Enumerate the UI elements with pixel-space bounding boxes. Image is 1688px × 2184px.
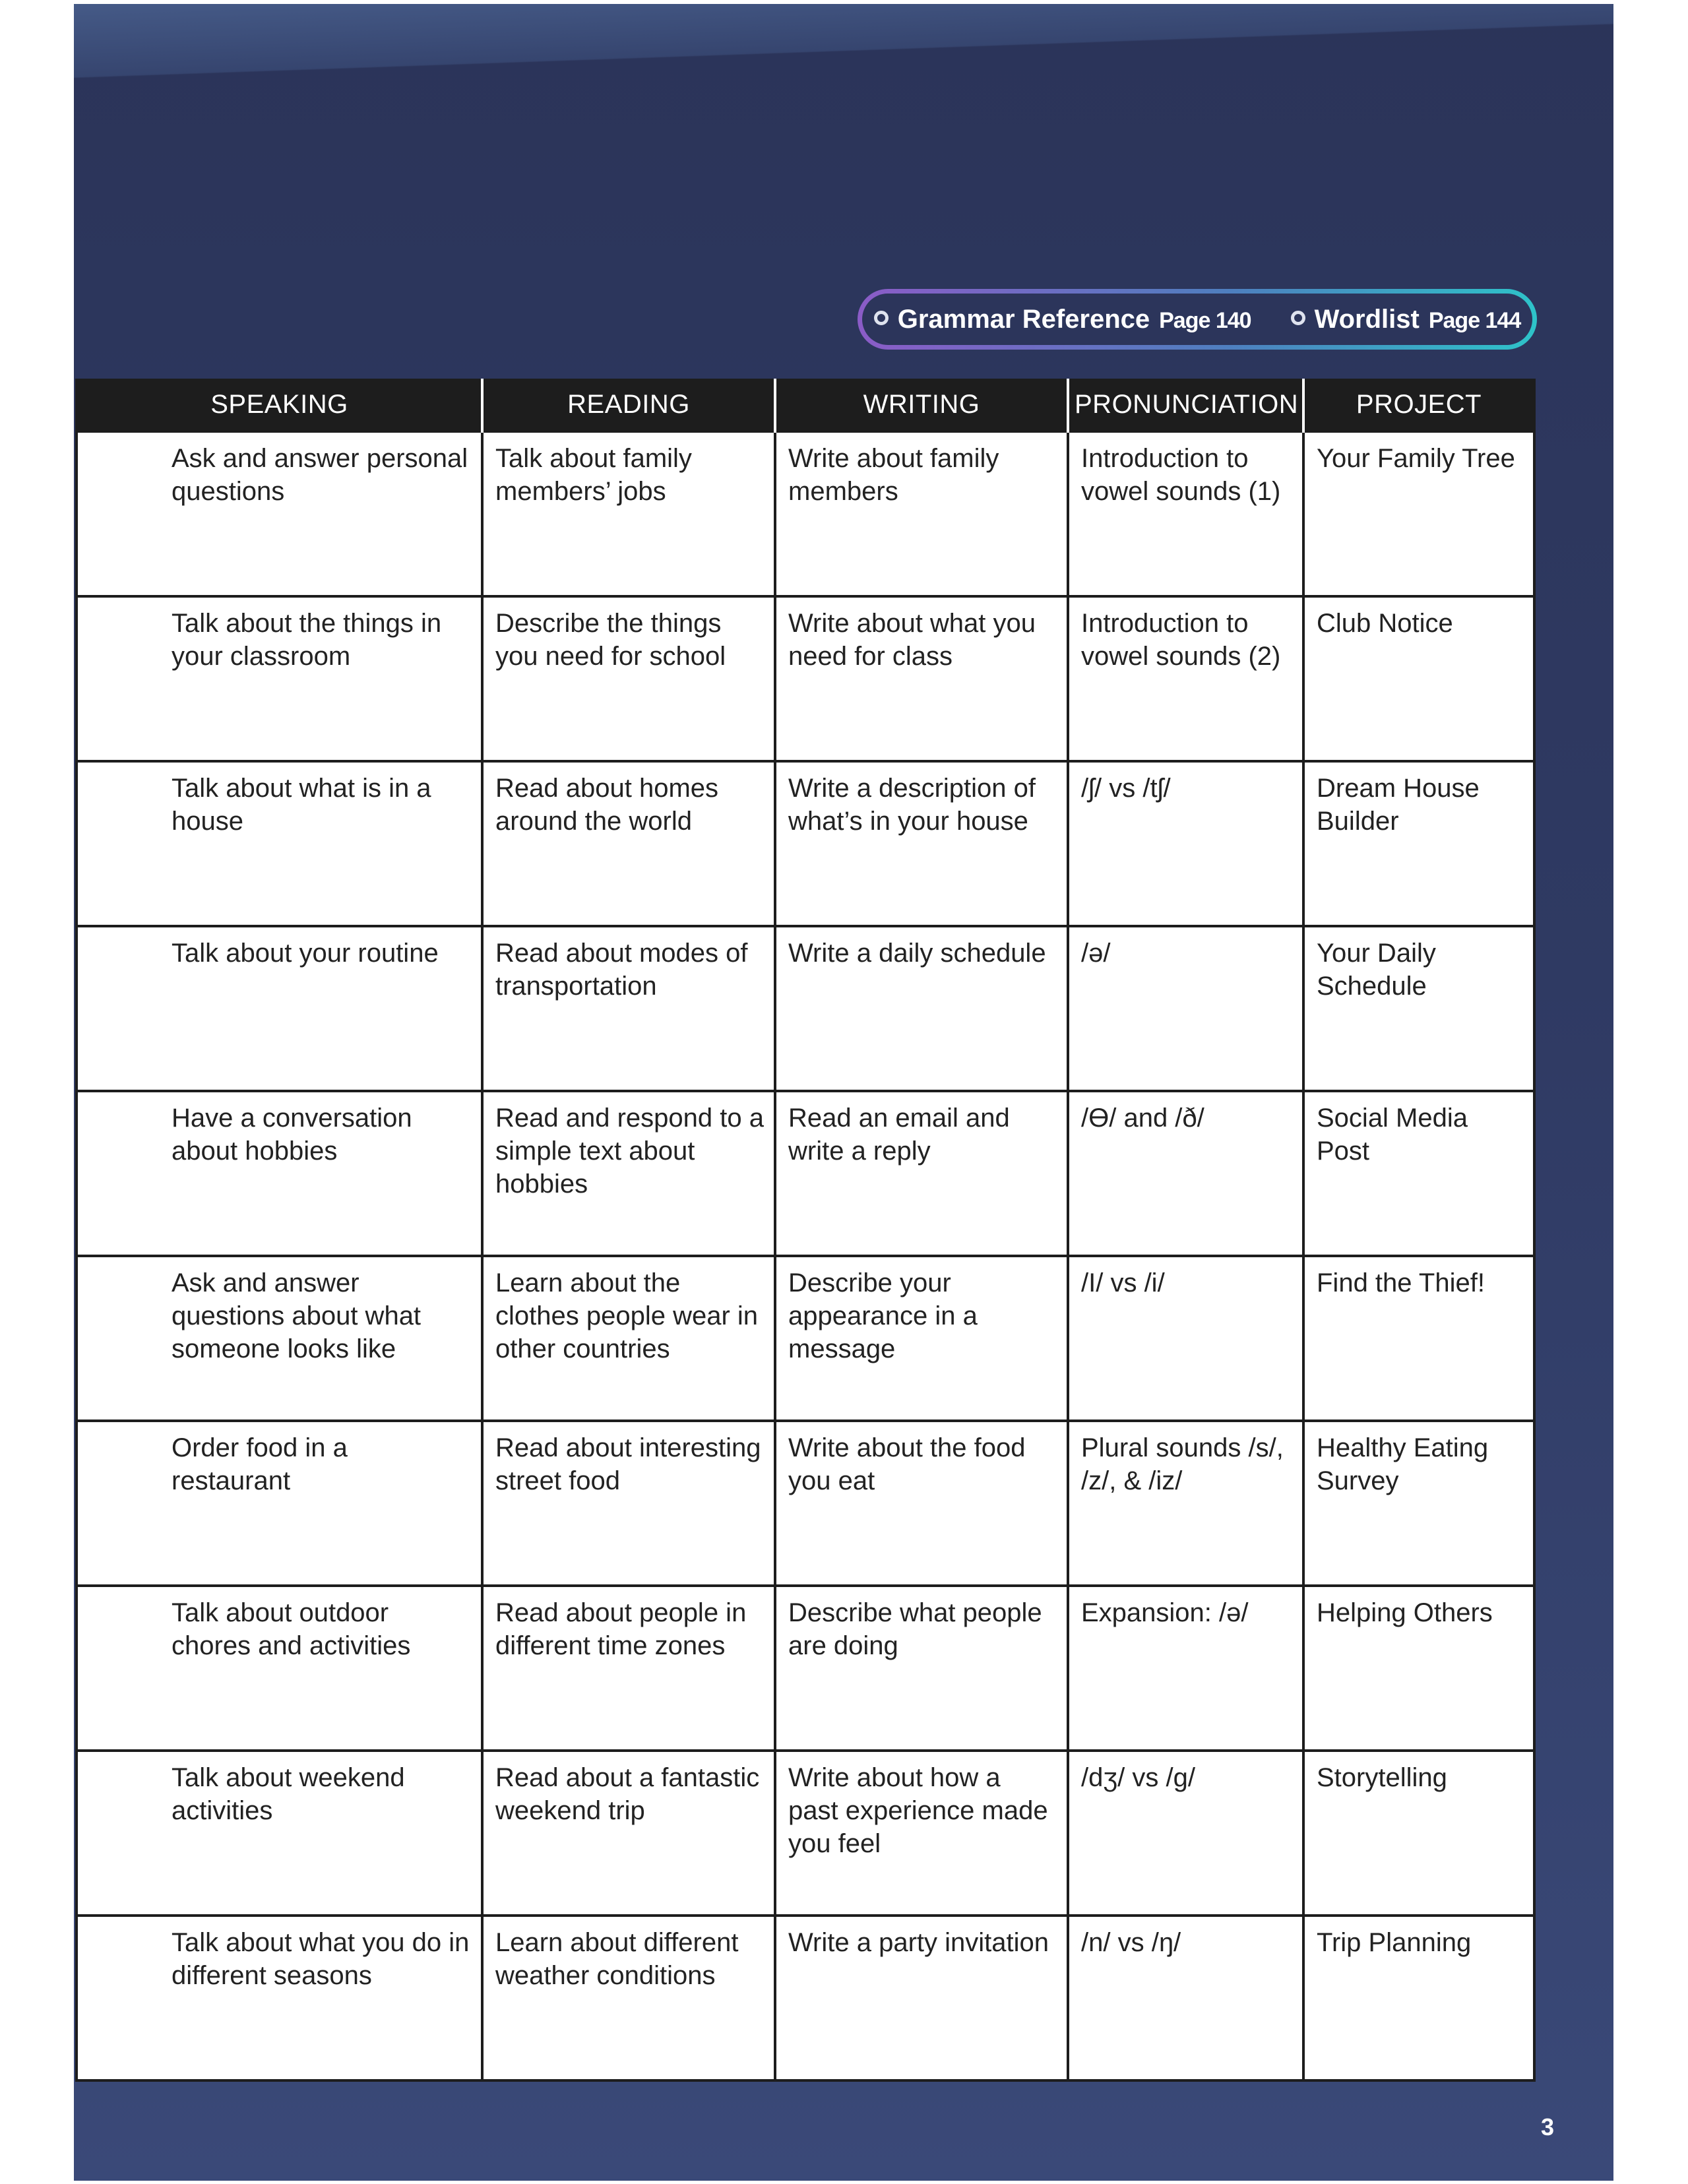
- table-row: [77, 926, 1534, 1091]
- pronunciation-cell: /n/ vs /ŋ/: [1068, 1916, 1303, 2080]
- column-header-speaking: SPEAKING: [77, 379, 482, 431]
- grammar-reference-label: Grammar Reference: [897, 304, 1150, 334]
- project-cell: Find the Thief!: [1303, 1256, 1534, 1421]
- column-header-reading: READING: [482, 379, 775, 431]
- project-cell: Trip Planning: [1303, 1916, 1534, 2080]
- pronunciation-cell: /dʒ/ vs /g/: [1068, 1751, 1303, 1916]
- reading-cell: Read about interesting street food: [482, 1421, 775, 1586]
- reading-cell: Read about a fantastic weekend trip: [482, 1751, 775, 1916]
- reading-cell: Read and respond to a simple text about hobbies: [482, 1091, 775, 1256]
- pronunciation-cell: Plural sounds /s/, /z/, & /iz/: [1068, 1421, 1303, 1586]
- speaking-cell: Talk about outdoor chores and activities: [77, 1586, 482, 1751]
- project-cell: Your Daily Schedule: [1303, 926, 1534, 1091]
- speaking-cell: Ask and answer personal questions: [77, 431, 482, 596]
- pronunciation-cell: /Ɵ/ and /ð/: [1068, 1091, 1303, 1256]
- grammar-reference-page: Page 140: [1159, 307, 1251, 333]
- reading-cell: Talk about family members’ jobs: [482, 431, 775, 596]
- wordlist-label: Wordlist: [1314, 304, 1420, 334]
- speaking-cell: Talk about what is in a house: [77, 761, 482, 926]
- table-header-row: [77, 379, 1534, 431]
- writing-cell: Write a daily schedule: [775, 926, 1068, 1091]
- pronunciation-cell: Introduction to vowel sounds (1): [1068, 431, 1303, 596]
- reading-cell: Read about homes around the world: [482, 761, 775, 926]
- reading-cell: Read about people in different time zones: [482, 1586, 775, 1751]
- speaking-cell: Ask and answer questions about what someone looks like: [77, 1256, 482, 1421]
- speaking-cell: Order food in a restaurant: [77, 1421, 482, 1586]
- speaking-cell: Talk about the things in your classroom: [77, 596, 482, 761]
- speaking-cell: Talk about weekend activities: [77, 1751, 482, 1916]
- table-row: [77, 1421, 1534, 1586]
- pronunciation-cell: Expansion: /ə/: [1068, 1586, 1303, 1751]
- speaking-cell: Have a conversation about hobbies: [77, 1091, 482, 1256]
- panel-top-band: [74, 4, 1613, 83]
- project-cell: Healthy Eating Survey: [1303, 1421, 1534, 1586]
- writing-cell: Read an email and write a reply: [775, 1091, 1068, 1256]
- writing-cell: Write a description of what’s in your house: [775, 761, 1068, 926]
- pronunciation-cell: /I/ vs /i/: [1068, 1256, 1303, 1421]
- writing-cell: Describe what people are doing: [775, 1586, 1068, 1751]
- pronunciation-cell: /ə/: [1068, 926, 1303, 1091]
- project-cell: Storytelling: [1303, 1751, 1534, 1916]
- speaking-cell: Talk about your routine: [77, 926, 482, 1091]
- pronunciation-cell: Introduction to vowel sounds (2): [1068, 596, 1303, 761]
- column-header-pronunciation: PRONUNCIATION: [1068, 379, 1303, 431]
- writing-cell: Write about what you need for class: [775, 596, 1068, 761]
- syllabus-table: [75, 379, 1536, 2082]
- column-header-project: PROJECT: [1303, 379, 1534, 431]
- writing-cell: Write about family members: [775, 431, 1068, 596]
- wordlist-link[interactable]: [1291, 305, 1521, 334]
- pronunciation-cell: /ʃ/ vs /tʃ/: [1068, 761, 1303, 926]
- bullet-icon: [1291, 311, 1305, 325]
- page-number: 3: [1541, 2113, 1555, 2140]
- writing-cell: Write a party invitation: [775, 1916, 1068, 2080]
- table-row: [77, 761, 1534, 926]
- project-cell: Your Family Tree: [1303, 431, 1534, 596]
- column-header-writing: WRITING: [775, 379, 1068, 431]
- table-row: [77, 1091, 1534, 1256]
- table-row: [77, 1751, 1534, 1916]
- project-cell: Club Notice: [1303, 596, 1534, 761]
- table-row: [77, 596, 1534, 761]
- writing-cell: Describe your appearance in a message: [775, 1256, 1068, 1421]
- wordlist-page: Page 144: [1428, 307, 1521, 333]
- table-row: [77, 1256, 1534, 1421]
- reading-cell: Describe the things you need for school: [482, 596, 775, 761]
- reading-cell: Read about modes of transportation: [482, 926, 775, 1091]
- reading-cell: Learn about different weather conditions: [482, 1916, 775, 2080]
- table-row: [77, 1916, 1534, 2080]
- project-cell: Social Media Post: [1303, 1091, 1534, 1256]
- project-cell: Helping Others: [1303, 1586, 1534, 1751]
- speaking-cell: Talk about what you do in different seasons: [77, 1916, 482, 2080]
- table-row: [77, 1586, 1534, 1751]
- grammar-reference-link[interactable]: [874, 305, 1251, 334]
- writing-cell: Write about the food you eat: [775, 1421, 1068, 1586]
- project-cell: Dream House Builder: [1303, 761, 1534, 926]
- reading-cell: Learn about the clothes people wear in other countries: [482, 1256, 775, 1421]
- reference-links-pill: [858, 289, 1537, 350]
- writing-cell: Write about how a past experience made you feel: [775, 1751, 1068, 1916]
- table-row: [77, 431, 1534, 596]
- bullet-icon: [874, 311, 889, 325]
